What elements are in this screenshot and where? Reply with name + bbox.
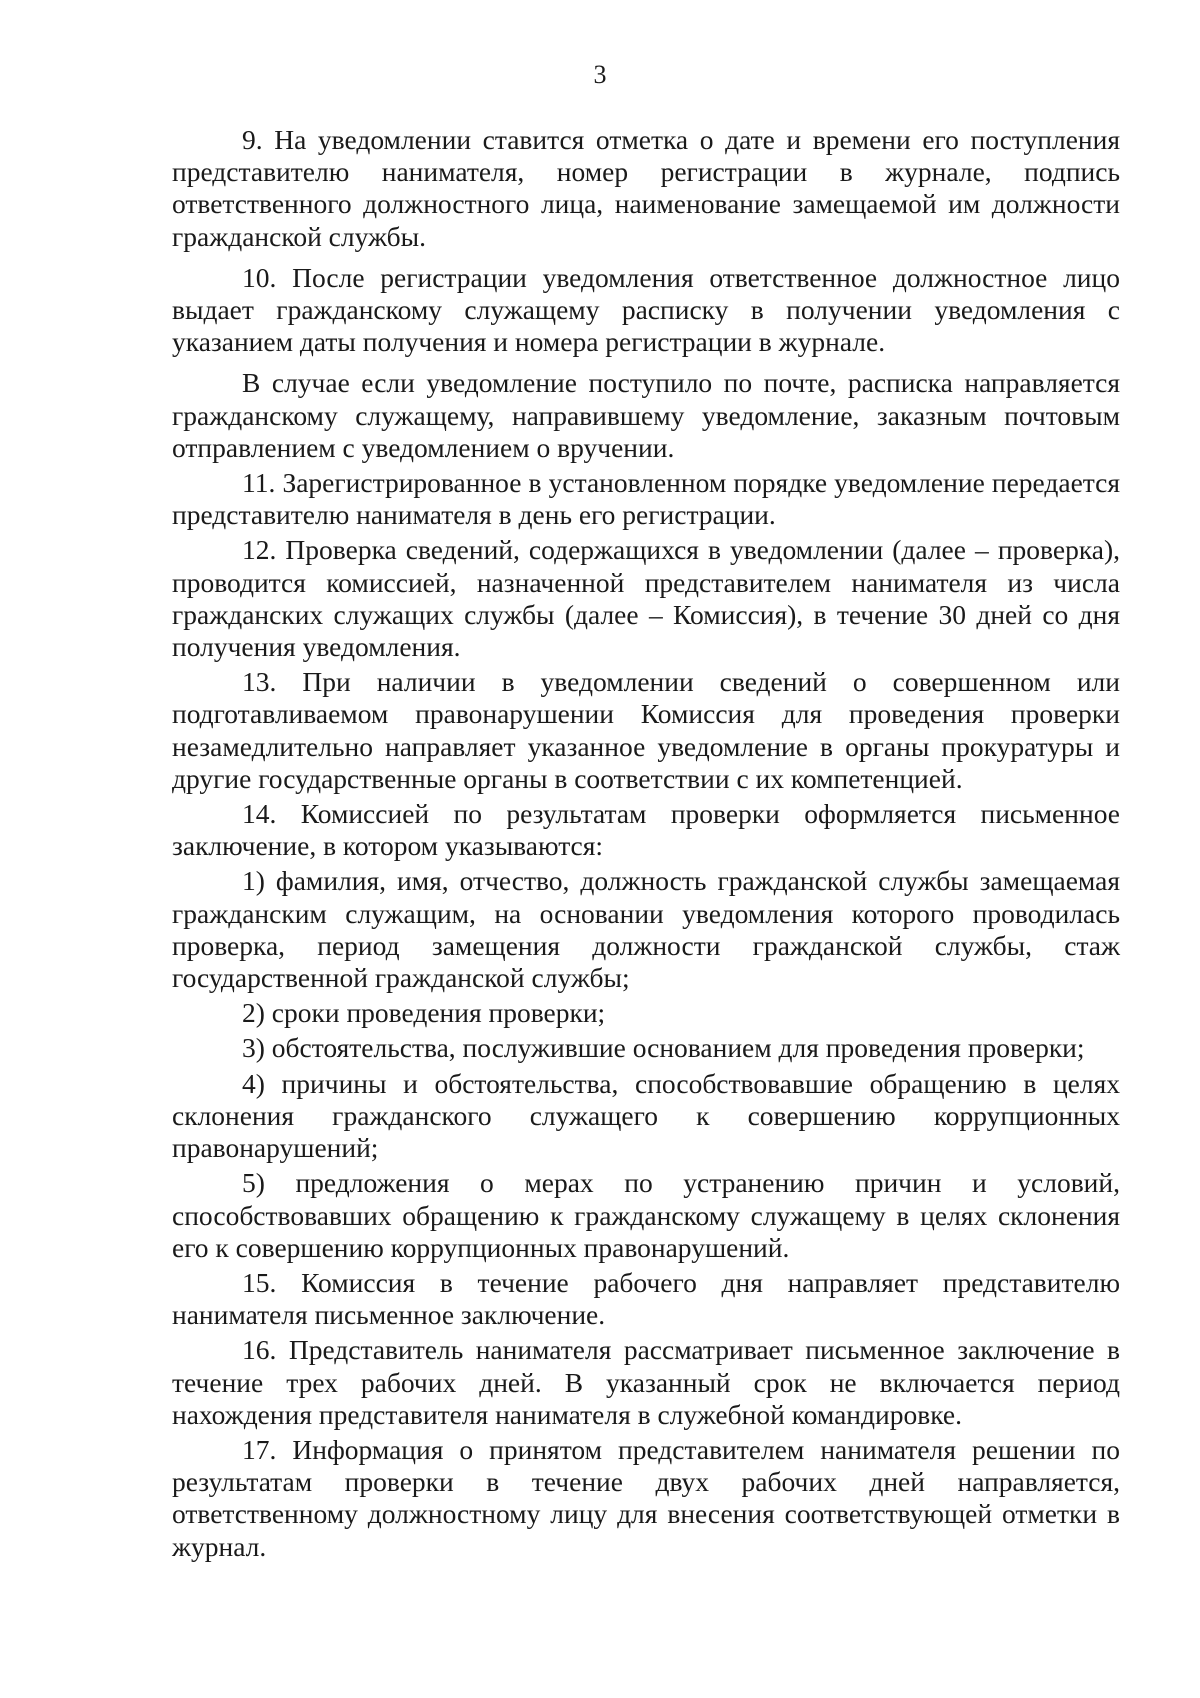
list-item-5: 5) предложения о мерах по устранению причин и условий, способствовавших обращению к гражданскому служащему в целях склонения его к совершению коррупционных правонарушений.	[172, 1167, 1120, 1263]
paragraph-10-mail: В случае если уведомление поступило по почте, расписка направляется гражданскому служащему, направившему уведомление, заказным почтовым отправлением с уведомлением о вручении.	[172, 367, 1120, 463]
page-number: 3	[593, 60, 607, 89]
list-item-2: 2) сроки проведения проверки;	[242, 997, 606, 1029]
paragraph-10: 10. После регистрации уведомления ответственное должностное лицо выдает гражданскому служащему расписку в получении уведомления с указанием даты получения и номера регистрации в журнале.	[172, 261, 1120, 358]
paragraph-13: 13. При наличии в уведомлении сведений о совершенном или подготавливаемом правонарушении Комиссия для проведения проверки незамедлительно направляет указанное уведомление в органы прокуратуры и другие государственные органы в соответствии с их компетенцией.	[172, 666, 1120, 794]
list-item-3: 3) обстоятельства, послужившие основанием для проведения проверки;	[242, 1032, 1085, 1064]
paragraph-12: 12. Проверка сведений, содержащихся в уведомлении (далее – проверка), проводится комиссией, назначенной представителем нанимателя из числа гражданских служащих службы (далее – Комиссия), в течение 30 дней со дня получения уведомления.	[172, 534, 1120, 663]
paragraph-15: 15. Комиссия в течение рабочего дня направляет представителю нанимателя письменное заключение.	[172, 1266, 1120, 1331]
paragraph-14: 14. Комиссией по результатам проверки оформляется письменное заключение, в котором указываются:	[172, 798, 1120, 862]
paragraph-16: 16. Представитель нанимателя рассматривает письменное заключение в течение трех рабочих дней. В указанный срок не включается период нахождения представителя нанимателя в служебной командировке.	[172, 1334, 1120, 1430]
paragraph-11: 11. Зарегистрированное в установленном порядке уведомление передается представителю нанимателя в день его регистрации.	[172, 467, 1120, 531]
paragraph-17: 17. Информация о принятом представителем нанимателя решении по результатам проверки в течение двух рабочих дней направляется, ответственному должностному лицу для внесения соответствующей отметки в журнал.	[172, 1433, 1120, 1562]
list-item-1: 1) фамилия, имя, отчество, должность гражданской службы замещаемая гражданским служащим, на основании уведомления которого проводилась проверка, период замещения должности гражданской службы, стаж государственной гражданской службы;	[172, 865, 1120, 994]
list-item-4: 4) причины и обстоятельства, способствовавшие обращению в целях склонения гражданского служащего к совершению коррупционных правонарушений;	[172, 1067, 1120, 1164]
paragraph-9: 9. На уведомлении ставится отметка о дате и времени его поступления представителю нанимателя, номер регистрации в журнале, подпись ответственного должностного лица, наименование замещаемой им должности гражданской службы.	[172, 124, 1120, 252]
document-body	[172, 124, 1120, 1566]
